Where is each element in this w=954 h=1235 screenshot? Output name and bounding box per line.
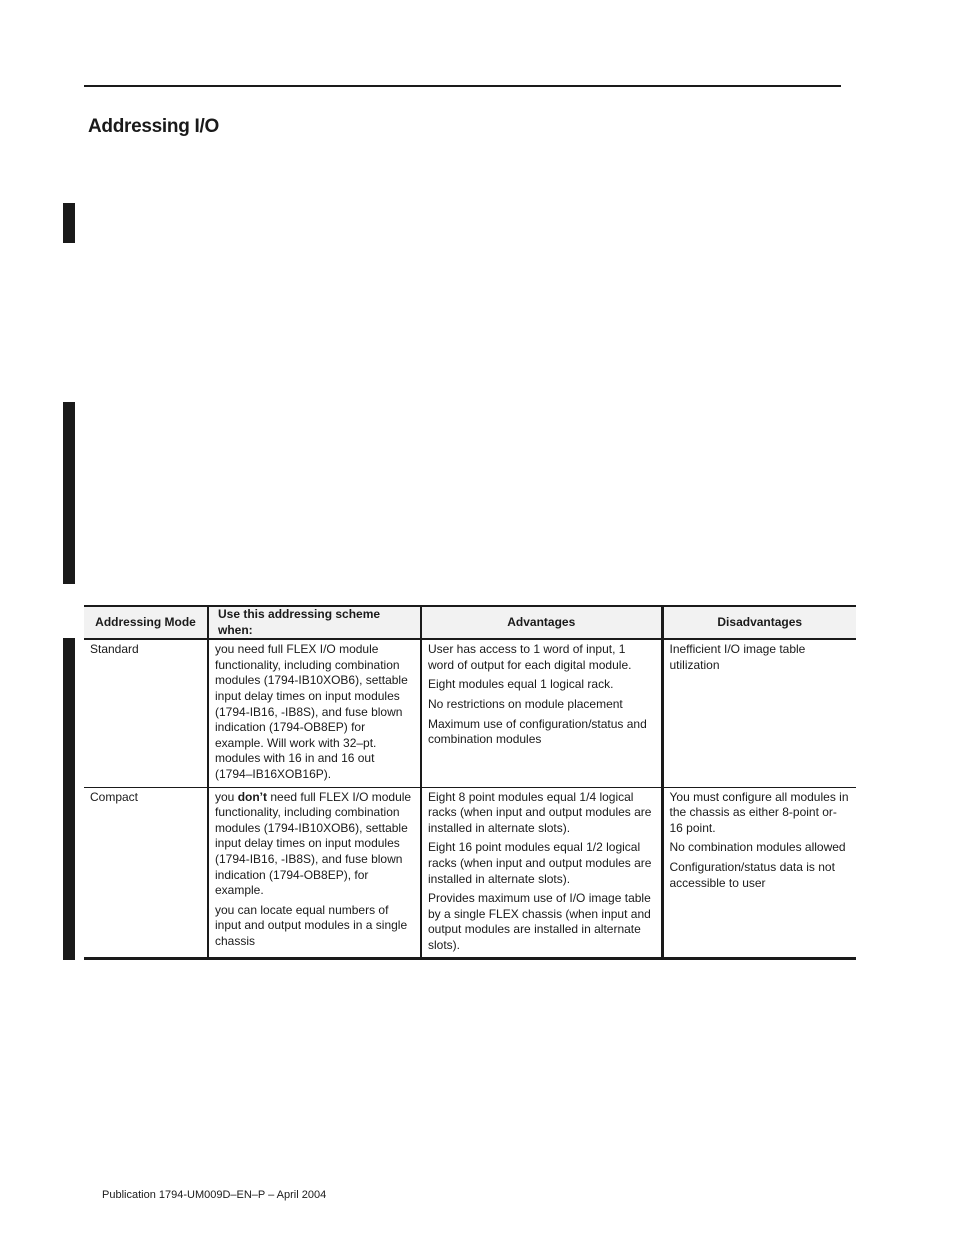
disadvantage-item: No combination modules allowed [669, 840, 846, 855]
advantage-item: Provides maximum use of I/O image table by a single FLEX chassis (when input and output modules are installed in alternate slots). [428, 891, 651, 952]
advantages-cell [421, 787, 662, 959]
advantage-item: Eight modules equal 1 logical rack. [428, 677, 614, 692]
change-bar [63, 203, 75, 243]
use-when-text: you need full FLEX I/O module functionality, including combination modules (1794-IB10XOB6), settable input delay times on input modules (1794-IB16, -IB8S), and fuse blown indication (1794-OB8EP) for example. Will work with 32–pt. modules with 16 in and 16 out (1794–IB16XOB16P). [215, 642, 408, 781]
advantage-item: Eight 16 point modules equal 1/2 logical racks (when input and output modules are installed in alternate slots). [428, 840, 652, 886]
use-when-cell [208, 787, 421, 959]
advantage-item: Eight 8 point modules equal 1/4 logical racks (when input and output modules are installed in alternate slots). [428, 789, 652, 835]
advantages-cell [421, 639, 662, 787]
section-title: Addressing I/O [88, 116, 219, 137]
use-when-prefix: you [215, 789, 238, 804]
disadvantage-item: You must configure all modules in the chassis as either 8-point or-16 point. [669, 789, 849, 835]
disadvantage-item: Inefficient I/O image table utilization [669, 642, 806, 672]
advantage-item: Maximum use of configuration/status and combination modules [428, 716, 647, 747]
advantage-item: No restrictions on module placement [428, 696, 623, 711]
header-advantages: Advantages [421, 606, 662, 639]
use-when-emphasis: don’t [237, 789, 268, 804]
mode-cell: Standard [84, 639, 208, 787]
addressing-modes-table [84, 605, 856, 960]
header-disadvantages: Disadvantages [662, 606, 856, 639]
use-when-suffix: need full FLEX I/O module functionality, including combination modules (1794-IB10XOB6), settable input delay times on input modules (1794-IB16, -IB8S), and fuse blown indication (1794-OB8EP), for example. [215, 789, 412, 898]
table-header-row [84, 606, 856, 639]
table-row-standard [84, 639, 856, 787]
mode-cell: Compact [84, 787, 208, 959]
disadvantage-item: Configuration/status data is not accessible to user [669, 859, 835, 890]
use-when-text [215, 790, 414, 899]
table-row-compact [84, 787, 856, 959]
header-use-when: Use this addressing scheme when: [208, 606, 421, 639]
change-bar [63, 402, 75, 584]
header-addressing-mode: Addressing Mode [84, 606, 208, 639]
publication-footer: Publication 1794-UM009D–EN–P – April 2004 [102, 1189, 327, 1201]
change-bar [63, 638, 75, 960]
advantage-item: User has access to 1 word of input, 1 word of output for each digital module. [428, 642, 632, 672]
use-when-text: you can locate equal numbers of input and output modules in a single chassis [215, 902, 408, 948]
disadvantages-cell [662, 787, 856, 959]
top-rule [84, 85, 841, 87]
use-when-cell [208, 639, 421, 787]
disadvantages-cell [662, 639, 856, 787]
